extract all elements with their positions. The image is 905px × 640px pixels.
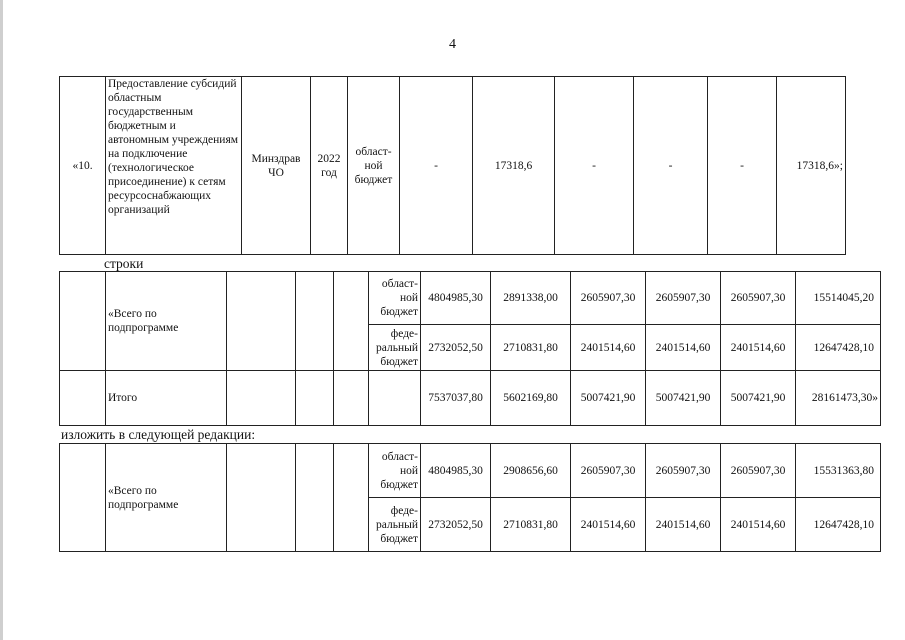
old-regional-source: област-ной бюджет <box>369 272 421 325</box>
old-subprogram-table <box>59 271 881 426</box>
old-federal-value: 2401514,60 <box>571 325 646 371</box>
old-total-row <box>60 371 881 426</box>
scan-edge-line <box>0 0 3 640</box>
new-federal-value: 2401514,60 <box>571 498 646 552</box>
page-number: 4 <box>449 37 456 52</box>
new-federal-value: 2732052,50 <box>421 498 491 552</box>
row-number: «10. <box>60 77 106 255</box>
old-grand-total: 28161473,30» <box>796 371 881 426</box>
old-regional-total: 15514045,20 <box>796 272 881 325</box>
new-regional-source: област-ной бюджет <box>369 444 421 498</box>
row-executor: Минздрав ЧО <box>242 77 311 255</box>
row-value-3: - <box>555 77 634 255</box>
old-regional-value: 2605907,30 <box>721 272 796 325</box>
old-federal-value: 2401514,60 <box>646 325 721 371</box>
new-federal-value: 2401514,60 <box>646 498 721 552</box>
row-value-2: 17318,6 <box>473 77 555 255</box>
new-regional-value: 2605907,30 <box>721 444 796 498</box>
new-federal-total: 12647428,10 <box>796 498 881 552</box>
old-regional-value: 2891338,00 <box>491 272 571 325</box>
old-total-value: 5007421,90 <box>721 371 796 426</box>
old-federal-source: феде-ральный бюджет <box>369 325 421 371</box>
row-value-5: - <box>708 77 777 255</box>
new-federal-source: феде-ральный бюджет <box>369 498 421 552</box>
old-federal-value: 2710831,80 <box>491 325 571 371</box>
new-federal-value: 2710831,80 <box>491 498 571 552</box>
old-total-label: Итого <box>106 371 227 426</box>
note-lines: строки <box>104 256 144 271</box>
old-total-value: 5007421,90 <box>646 371 721 426</box>
row-value-1: - <box>400 77 473 255</box>
row-value-4: - <box>634 77 708 255</box>
old-federal-value: 2401514,60 <box>721 325 796 371</box>
old-total-value: 7537037,80 <box>421 371 491 426</box>
new-federal-value: 2401514,60 <box>721 498 796 552</box>
note-replace: изложить в следующей редакции: <box>61 427 256 442</box>
old-total-value: 5602169,80 <box>491 371 571 426</box>
new-regional-total: 15531363,80 <box>796 444 881 498</box>
row-description: Предоставление субсидий областным государственным бюджетным и автономным учреждениям на подключение (технологическое присоединение) к сетям ресурсоснабжающих организаций <box>106 77 242 255</box>
new-regional-value: 2908656,60 <box>491 444 571 498</box>
new-regional-row <box>60 444 881 498</box>
item-10-row <box>60 77 846 255</box>
item-10-table <box>59 76 846 255</box>
new-regional-value: 4804985,30 <box>421 444 491 498</box>
row-source: област-ной бюджет <box>348 77 400 255</box>
row-total: 17318,6»; <box>777 77 846 255</box>
old-federal-value: 2732052,50 <box>421 325 491 371</box>
new-subprogram-label: «Всего по подпрограмме <box>106 444 227 552</box>
old-total-value: 5007421,90 <box>571 371 646 426</box>
row-year: 2022 год <box>311 77 348 255</box>
old-regional-value: 2605907,30 <box>571 272 646 325</box>
old-subprogram-label: «Всего по подпрограмме <box>106 272 227 371</box>
old-regional-value: 4804985,30 <box>421 272 491 325</box>
old-regional-row <box>60 272 881 325</box>
new-regional-value: 2605907,30 <box>646 444 721 498</box>
old-regional-value: 2605907,30 <box>646 272 721 325</box>
new-regional-value: 2605907,30 <box>571 444 646 498</box>
old-federal-total: 12647428,10 <box>796 325 881 371</box>
new-subprogram-table <box>59 443 881 552</box>
